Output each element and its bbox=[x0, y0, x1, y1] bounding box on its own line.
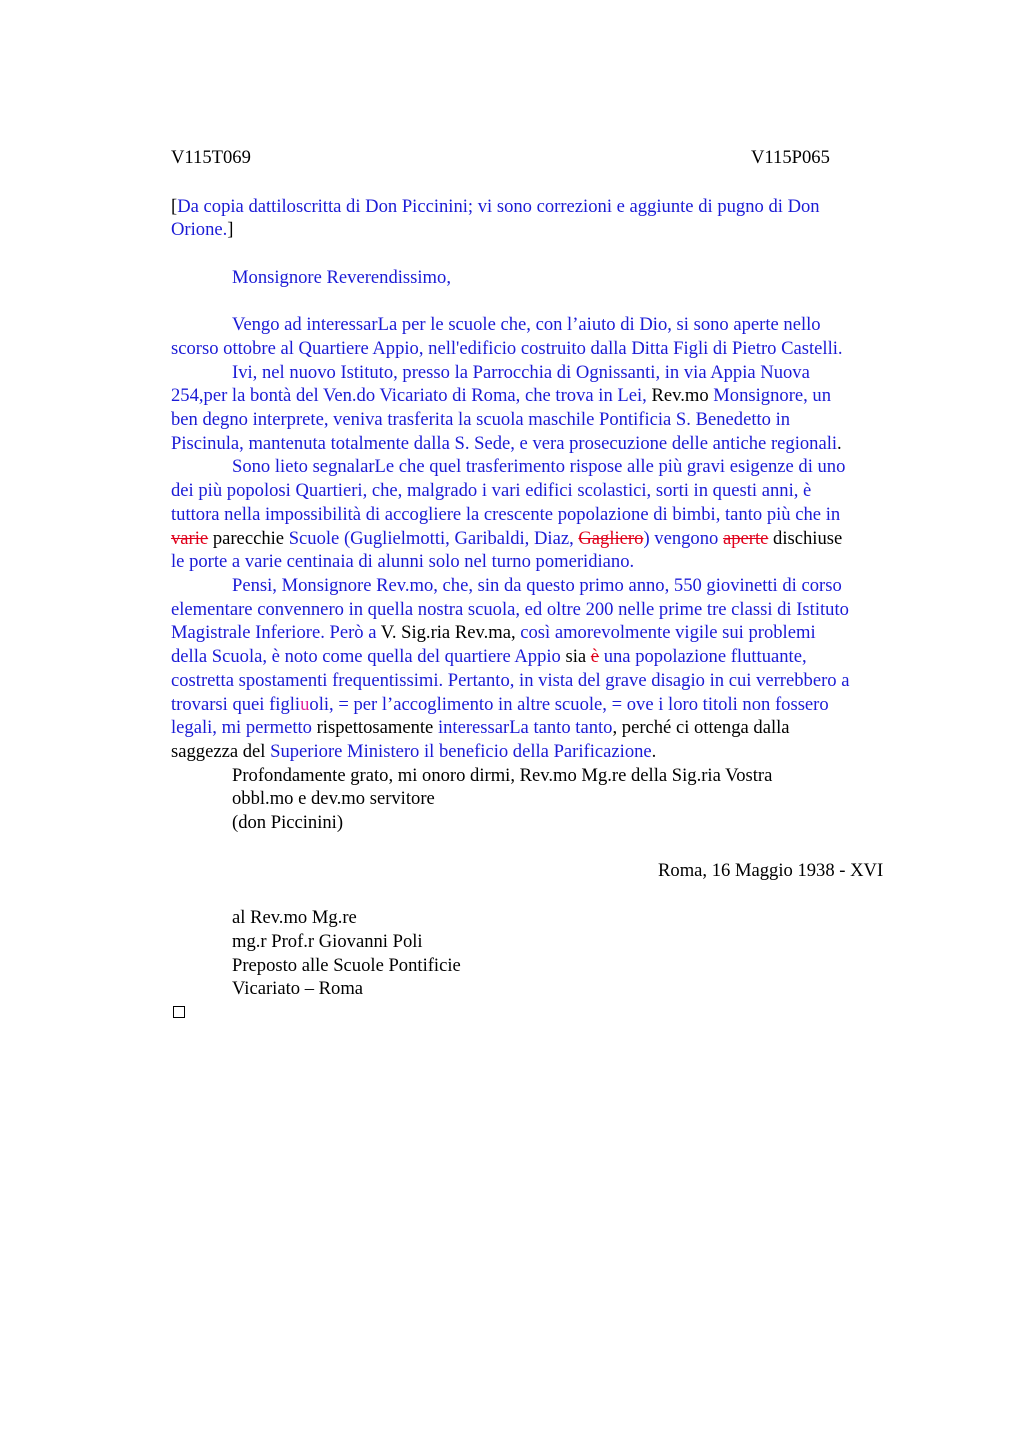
p3-line-4 bbox=[171, 527, 842, 551]
inserted-word: sia bbox=[565, 646, 587, 667]
text-span: interessarLa tanto tanto bbox=[433, 717, 613, 738]
p1-line-1: Vengo ad interessarLa per le scuole che, con l’aiuto di Dio, si sono aperte nello bbox=[232, 314, 821, 335]
p2-line-1: Ivi, nel nuovo Istituto, presso la Parrocchia di Ognissanti, in via Appia Nuova bbox=[232, 362, 810, 383]
inserted-word: dischiuse bbox=[768, 528, 843, 549]
text-span: trovarsi quei figli bbox=[171, 694, 301, 715]
p4-line-3 bbox=[171, 621, 816, 645]
text-span: legali, mi permetto bbox=[171, 717, 317, 738]
p3-line-3: tuttora nella impossibilità di accogliere la crescente popolazione di bimbi, tanto più che in bbox=[171, 504, 841, 525]
corrected-letter: u bbox=[300, 694, 310, 715]
salutation: Monsignore Reverendissimo, bbox=[232, 267, 451, 288]
struck-word: Gagliero bbox=[578, 528, 644, 549]
date-line: Roma, 16 Maggio 1938 - XVI bbox=[658, 860, 884, 881]
note-text: Orione. bbox=[171, 219, 228, 240]
note-text: Da copia dattiloscritta di Don Piccinini; vi sono correzioni e aggiunte di pugno di Don bbox=[177, 196, 820, 217]
text-span: ) vengono bbox=[643, 528, 723, 549]
struck-word: è bbox=[590, 646, 600, 667]
text-span: . bbox=[837, 433, 842, 454]
address-line-1: al Rev.mo Mg.re bbox=[232, 907, 357, 928]
inserted-word: rispettosamente bbox=[316, 717, 434, 738]
text-span: della Scuola, è noto come quella del quartiere Appio bbox=[171, 646, 566, 667]
p1-line-2: scorso ottobre al Quartiere Appio, nell'edificio costruito dalla Ditta Figli di Pietro Castelli. bbox=[171, 338, 843, 359]
p4-line-7 bbox=[171, 716, 790, 740]
p4-line-1: Pensi, Monsignore Rev.mo, che, sin da questo primo anno, 550 giovinetti di corso bbox=[232, 575, 842, 596]
p4-line-2: elementare convennero in quella nostra scuola, ed oltre 200 nelle prime tre classi di Istituto bbox=[171, 599, 849, 620]
inserted-word: parecchie bbox=[208, 528, 289, 549]
p2-line-4 bbox=[171, 432, 842, 456]
text-span: . bbox=[651, 741, 657, 762]
text-span: Piscinula, mantenuta totalmente dalla S. Sede, e vera prosecuzione delle antiche regionali bbox=[171, 433, 838, 454]
square-glyph-icon bbox=[173, 1006, 185, 1018]
closing-line-2: obbl.mo e dev.mo servitore bbox=[232, 788, 435, 809]
p2-line-2 bbox=[171, 384, 831, 408]
text-span: saggezza del bbox=[171, 741, 271, 762]
bracket-open: [ bbox=[171, 196, 178, 217]
text-span: così amorevolmente vigile sui problemi bbox=[515, 622, 816, 643]
struck-word: varie bbox=[171, 528, 209, 549]
editorial-note-line-2 bbox=[171, 218, 233, 242]
text-span: una popolazione fluttuante, bbox=[599, 646, 807, 667]
text-span: oli, = per l’accoglimento in altre scuole, = ove i loro titoli non fossero bbox=[309, 694, 829, 715]
text-span: , perché ci ottenga dalla bbox=[612, 717, 790, 738]
text-span: Magistrale Inferiore. Però a bbox=[171, 622, 381, 643]
text-span: V. Sig.ria Rev.ma, bbox=[380, 622, 516, 643]
address-line-4: Vicariato – Roma bbox=[232, 978, 364, 999]
p3-line-2: dei più popolosi Quartieri, che, malgrado i vari edifici scolastici, sorti in questi anni, è bbox=[171, 480, 812, 501]
doc-code-right: V115P065 bbox=[751, 147, 830, 168]
editorial-note-line-1 bbox=[171, 195, 820, 219]
address-line-3: Preposto alle Scuole Pontificie bbox=[232, 955, 461, 976]
p4-line-4 bbox=[171, 645, 807, 669]
struck-word: aperte bbox=[722, 528, 769, 549]
text-span: Monsignore, un bbox=[708, 385, 832, 406]
signature: (don Piccinini) bbox=[232, 812, 344, 833]
p4-line-8 bbox=[171, 740, 656, 764]
address-line-2: mg.r Prof.r Giovanni Poli bbox=[232, 931, 423, 952]
p3-line-5: le porte a varie centinaia di alunni solo nel turno pomeridiano. bbox=[171, 551, 635, 572]
closing-line-1: Profondamente grato, mi onoro dirmi, Rev.mo Mg.re della Sig.ria Vostra bbox=[232, 765, 773, 786]
text-span: Scuole (Guglielmotti, Garibaldi, Diaz, bbox=[288, 528, 579, 549]
text-span: 254,per la bontà del Ven.do Vicariato di Roma, che trova in Lei, bbox=[171, 385, 652, 406]
p2-line-3: ben degno interprete, veniva trasferita la scuola maschile Pontificia S. Benedetto in bbox=[171, 409, 791, 430]
text-span: Rev.mo bbox=[651, 385, 709, 406]
p3-line-1: Sono lieto segnalarLe che quel trasferimento rispose alle più gravi esigenze di uno bbox=[232, 456, 846, 477]
text-span: Superiore Ministero il beneficio della Parificazione bbox=[270, 741, 652, 762]
bracket-close: ] bbox=[227, 219, 234, 240]
p4-line-5: costretta spostamenti frequentissimi. Pertanto, in vista del grave disagio in cui verrebbero a bbox=[171, 670, 850, 691]
doc-code-left: V115T069 bbox=[171, 147, 251, 168]
p4-line-6 bbox=[171, 693, 829, 717]
